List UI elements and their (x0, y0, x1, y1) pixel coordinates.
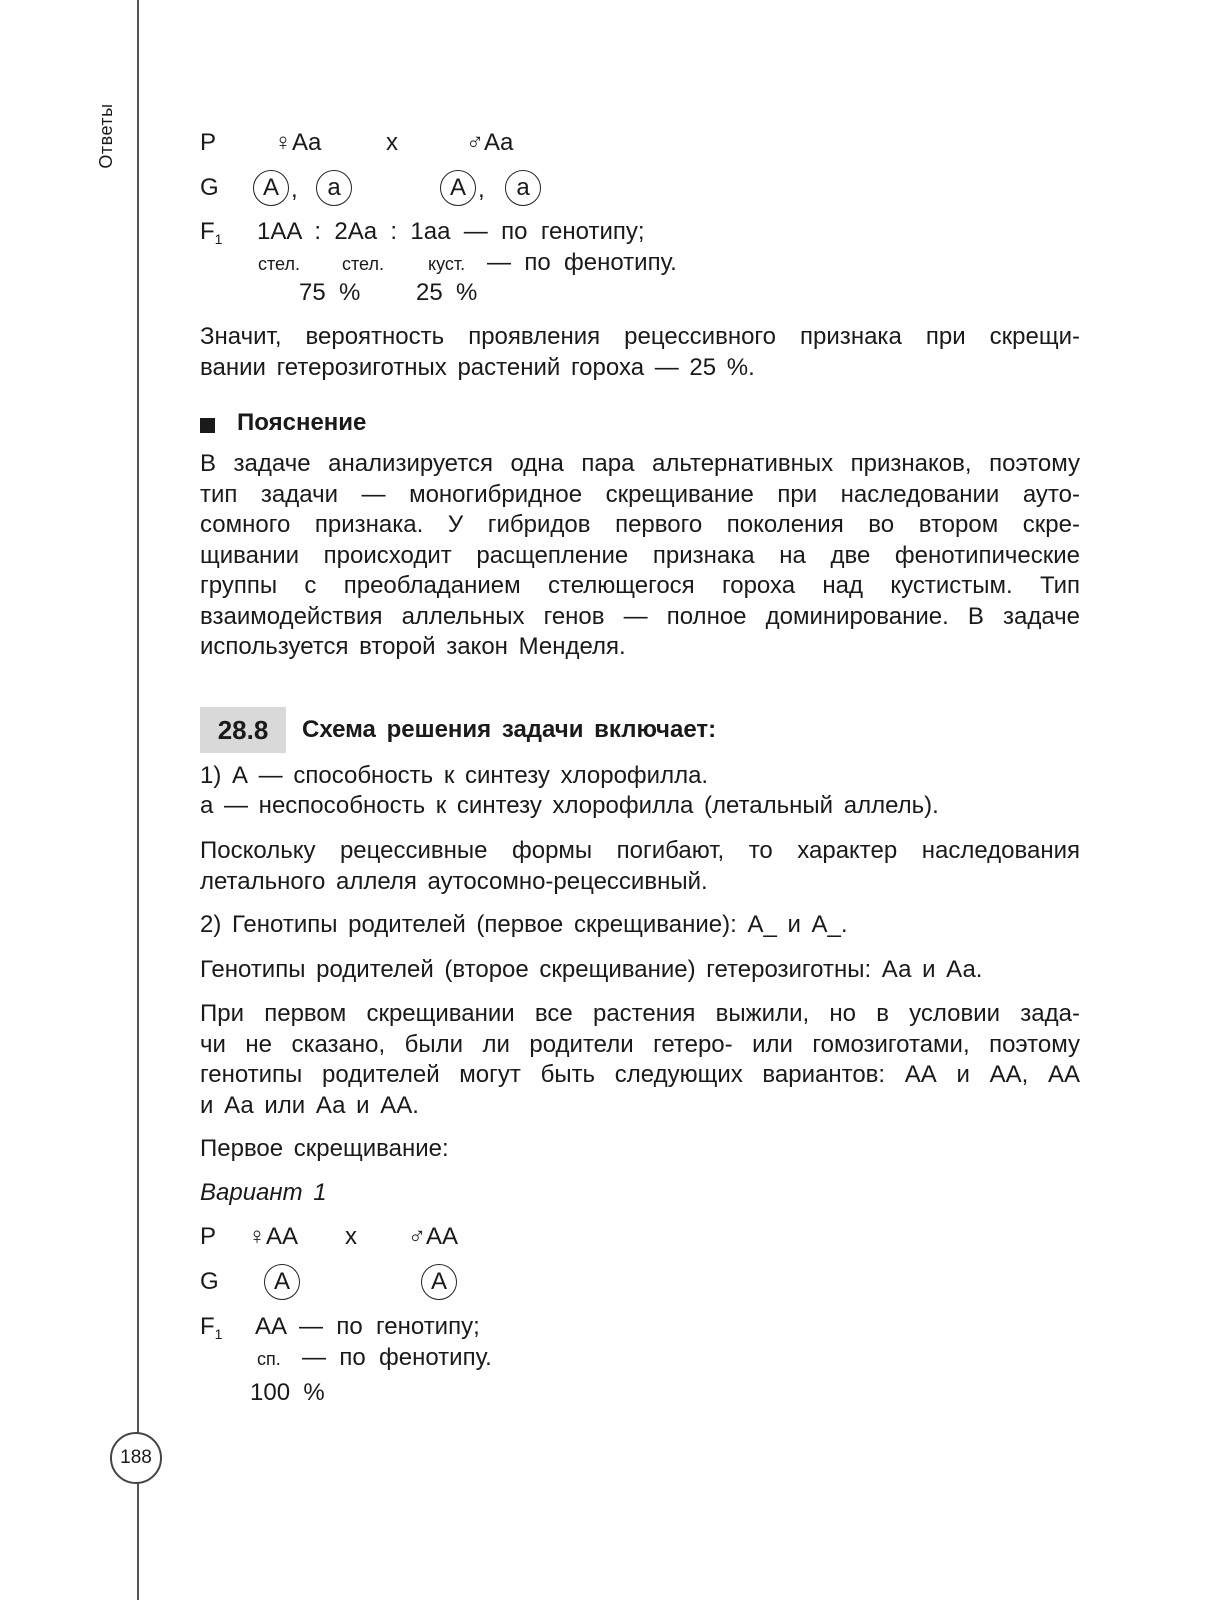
p-label: P (200, 1223, 217, 1250)
phenotype-result: — по фенотипу. (302, 1344, 492, 1371)
percentage: 25 % (416, 279, 478, 306)
item-1-recessive: а — неспособность к синтезу хлорофилла (летальный аллель). (200, 792, 939, 819)
genotype-result: AA — по генотипу; (255, 1313, 480, 1340)
margin-rule (137, 0, 139, 1600)
phenotype-label: стел. (342, 254, 384, 274)
phenotype-label: сп. (257, 1349, 281, 1369)
cross-sign: x (386, 129, 398, 156)
item-2: 2) Генотипы родителей (первое скрещивание): А_ и А_. (200, 911, 848, 938)
comma: , (478, 176, 485, 203)
phenotype-ratio: — по фенотипу. (487, 249, 677, 276)
g-label: G (200, 174, 219, 201)
phenotype-label: стел. (258, 254, 300, 274)
explanation-paragraph: В задаче анализируется одна пара альтернативных признаков, поэтому тип задачи — моногибридное скрещивание при наследовании ауто- сомного признака. У гибридов первого поколения во втором скре- щивании происходит расщепление признака на две фенотипические группы с преобладанием стелющегося гороха над кустистым. Тип взаимодействия аллельных генов — полное доминирование. В задаче используется второй закон Менделя. (200, 450, 1080, 660)
gamete-circle: A (253, 170, 289, 206)
gamete-circle: A (264, 1264, 300, 1300)
variant-label: Вариант 1 (200, 1179, 327, 1206)
explanation-heading: Пояснение (237, 409, 367, 436)
bullet-square (200, 418, 215, 433)
f1-label: $F_1$ (200, 218, 223, 247)
inheritance-paragraph: Поскольку рецессивные формы погибают, то характер наследования летального аллеля аутосомно-рецессивный. (200, 837, 1080, 895)
task-heading: Схема решения задачи включает: (302, 716, 717, 743)
p-label: P (200, 129, 217, 156)
female-genotype: ♀AA (248, 1223, 299, 1250)
gamete-circle: a (316, 170, 352, 206)
gamete-circle: A (421, 1264, 457, 1300)
percentage: 100 % (250, 1379, 325, 1406)
gamete-circle: a (505, 170, 541, 206)
first-cross-label: Первое скрещивание: (200, 1135, 449, 1162)
male-genotype: ♂Aa (466, 129, 514, 156)
phenotype-label: куст. (428, 254, 466, 274)
comma: , (291, 176, 298, 203)
variants-paragraph: При первом скрещивании все растения выжили, но в условии зада- чи не сказано, были ли родители гетеро- или гомозиготами, поэтому генотипы родителей могут быть следующих вариантов: АА и АА, АА и Аа или Аа и АА. (200, 1000, 1080, 1119)
female-genotype: ♀Aa (274, 129, 322, 156)
item-1-dominant: 1) А — способность к синтезу хлорофилла. (200, 762, 709, 789)
g-label: G (200, 1268, 219, 1295)
section-side-label: Ответы (96, 103, 116, 169)
cross-sign: x (345, 1223, 357, 1250)
genotype-ratio: 1AA : 2Aa : 1aa — по генотипу; (257, 218, 645, 245)
conclusion-paragraph: Значит, вероятность проявления рецессивного признака при скрещи- вании гетерозиготных растений гороха — 25 %. (200, 323, 1080, 381)
f1-label: $F_1$ (200, 1313, 223, 1342)
second-cross-genotypes: Генотипы родителей (вторoе скрещивание) гетерозиготны: Аа и Аа. (200, 956, 983, 983)
percentage: 75 % (299, 279, 361, 306)
page-number: 188 (110, 1432, 162, 1484)
male-genotype: ♂AA (408, 1223, 459, 1250)
task-number-badge: 28.8 (200, 707, 286, 753)
gamete-circle: A (440, 170, 476, 206)
